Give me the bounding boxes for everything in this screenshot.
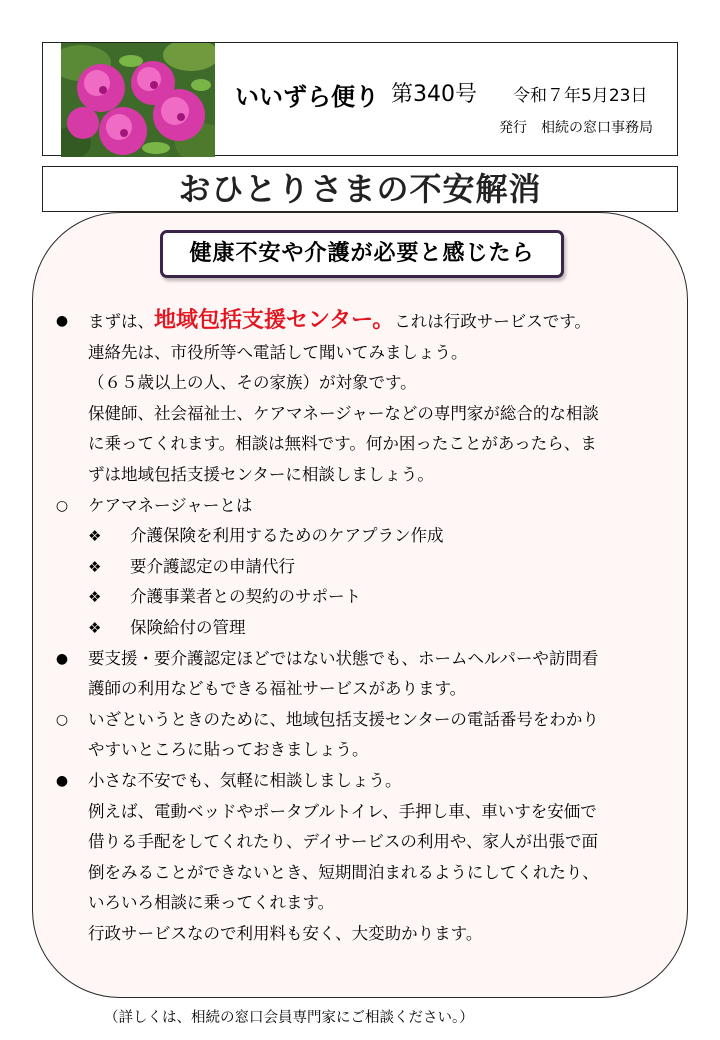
item-line: 借りる手配をしてくれたり、デイサービスの利用や、家人が出張で面: [88, 832, 599, 852]
item-line: いざというときのために、地域包括支援センターの電話番号をわかり: [88, 709, 599, 729]
sub-list-item: [88, 521, 672, 552]
issue-number: 第340号: [391, 82, 477, 107]
sub-list-item: [88, 552, 672, 583]
sub-list-item: [88, 613, 672, 644]
highlight-text: 地域包括支援センター。: [154, 308, 395, 333]
azalea-flower-photo: [61, 43, 215, 157]
item-line: 行政サービスなので利用料も安く、大変助かります。: [88, 923, 483, 943]
diamond-bullet-icon: ❖: [88, 618, 102, 637]
item-lead-line: [88, 306, 672, 338]
list-item: [52, 705, 672, 766]
diamond-bullet-icon: ❖: [88, 588, 102, 607]
sub-item-text: 要介護認定の申請代行: [130, 556, 295, 576]
open-circle-bullet-icon: ○: [55, 497, 69, 514]
filled-circle-bullet-icon: ●: [55, 772, 69, 789]
item-line: （６５歳以上の人、その家族）が対象です。: [88, 373, 417, 393]
page-title: おひとりさまの不安解消: [178, 170, 542, 208]
open-circle-bullet-icon: ○: [55, 711, 69, 728]
subtitle-box: [160, 230, 564, 278]
item-line: いろいろ相談に乗ってくれます。: [88, 893, 335, 913]
item-line: 連絡先は、市役所等へ電話して聞いてみましょう。: [88, 342, 468, 362]
filled-circle-bullet-icon: ●: [55, 650, 69, 667]
list-item: [52, 644, 672, 705]
publisher: 発行 相続の窓口事務局: [499, 120, 653, 136]
item-line: 保健師、社会福祉士、ケアマネージャーなどの専門家が総合的な相談: [88, 403, 599, 423]
list-item: [52, 306, 672, 491]
diamond-bullet-icon: ❖: [88, 557, 102, 576]
item-line: やすいところに貼っておきましょう。: [88, 740, 369, 760]
item-line: 例えば、電動ベッドやポータブルトイレ、手押し車、車いすを安価で: [88, 801, 597, 821]
list-item: [52, 491, 672, 644]
item-line: ずは地域包括支援センターに相談しましょう。: [88, 464, 434, 484]
item-line: 護師の利用などもできる福祉サービスがあります。: [88, 679, 467, 699]
item-line: 倒をみることができないとき、短期間泊まれるようにしてくれたり、: [88, 862, 599, 882]
item-line: 要支援・要介護認定ほどではない状態でも、ホームヘルパーや訪問看: [88, 648, 599, 668]
item-lead-rest: これは行政サービスです。: [394, 312, 591, 331]
item-lead: まずは、: [88, 312, 154, 331]
sub-item-text: 保険給付の管理: [130, 617, 246, 637]
content-list: [52, 306, 672, 949]
footer-note: （詳しくは、相続の窓口会員専門家にご相談ください。）: [104, 1010, 474, 1026]
sub-item-text: 介護事業者との契約のサポート: [130, 587, 361, 607]
item-line: 小さな不安でも、気軽に相談しましょう。: [88, 770, 402, 790]
list-item: [52, 766, 672, 950]
newsletter-title: いいずら便り: [235, 83, 379, 111]
section-subtitle: 健康不安や介護が必要と感じたら: [189, 241, 535, 266]
item-line: に乗ってくれます。相談は無料です。何か困ったことがあったら、ま: [88, 434, 597, 454]
diamond-bullet-icon: ❖: [88, 527, 102, 546]
item-heading: ケアマネージャーとは: [88, 495, 253, 515]
title-box: [42, 166, 678, 212]
newsletter-header: [42, 42, 678, 156]
sub-item-text: 介護保険を利用するためのケアプラン作成: [130, 526, 444, 546]
issue-date: 令和７年5月23日: [513, 86, 648, 106]
sub-list-item: [88, 582, 672, 613]
filled-circle-bullet-icon: ●: [55, 313, 69, 329]
